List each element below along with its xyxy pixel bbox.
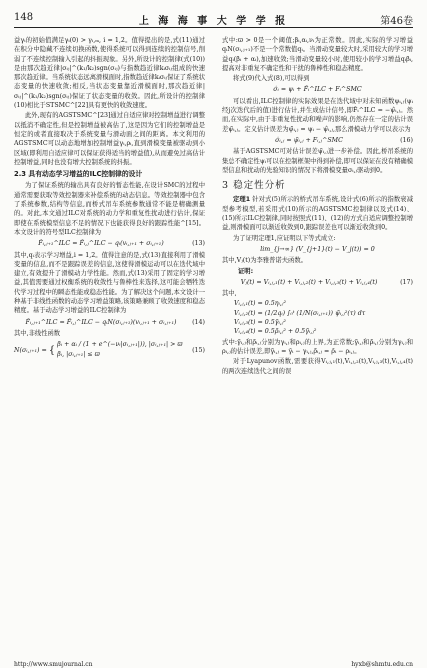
equation-number: (17) [400, 278, 413, 286]
journal-email: hyxb@shmtu.edu.cn [351, 661, 413, 668]
equation [222, 85, 413, 94]
equation-number: (14) [192, 318, 205, 326]
paragraph: 为了证明定理1,应证明以下等式成立: [233, 234, 336, 242]
proof-label: 证明: [238, 267, 254, 275]
paragraph: 将式(9)代入式(8),可以得到 [233, 75, 310, 83]
section-heading: 2.3 具有动态学习增益的ILC控制律的设计 [14, 170, 143, 179]
theorem-text: 针对式(5)所示的桥式吊车系统,设计式(6)所示的指数衰减型参考模型,若采用式(10)所示的AGSTSMC控制律以及式(14)、(15)所示ILC控制律,同时按照式(11)、(12)的方式自适应调整控制增益,则滑模面可以渐近收敛到0,跟踪误差也可以渐近收敛到0。 [222, 196, 413, 232]
right-column [222, 36, 413, 377]
paragraph: 其中,非线性函数 [14, 329, 61, 337]
equation-body: Vⱼ(t) = Vᵢ,ⱼ,₁(t) + Vᵢ,ⱼ,₂(t) + Vᵢ,ⱼ,₃(t) + Vᵢ,ⱼ,₄(t) [240, 278, 378, 286]
volume-label: 第46卷 [380, 16, 413, 27]
equation-body: σ̇ᵢ = ψᵢ + F̂ᵢ^ILC + Fᵢ^SMC [273, 86, 362, 94]
equation-case: βᵢ + αᵢ / (1 + e^(−νᵢ|σᵢ,ⱼ₊₁|)), |σᵢ,ⱼ₊₁| > ϖ [57, 341, 183, 349]
equation [14, 318, 205, 327]
page-header [14, 12, 413, 26]
header-rule [14, 27, 413, 28]
equation-body: F̂ᵢ,ⱼ₊₁^ILC = F̂ᵢ,ⱼ^ILC − qᵢN(σᵢ,ⱼ₊₁)(vᵢ,ⱼ₊₁ + σᵢ,ⱼ₊₁) [25, 318, 177, 326]
paragraph: 式中:γ̃ᵢ,ⱼ和ρ̃ᵢ,ⱼ分别为γᵢ,ⱼ和ρᵢ,ⱼ的上界,为正常数;γ̃ᵢ,ⱼ和ρ̃ᵢ,ⱼ分别为γᵢ,ⱼ和ρᵢ,ⱼ的估计误差,即γ̃ᵢ,ⱼ = γ̄ᵢ − γᵢ,ⱼ,ρ̃ᵢ,ⱼ = ρ̄ᵢ − ρᵢ,ⱼ。 [222, 338, 413, 355]
equation-line: Vᵢ,ⱼ,₁(t) = 0.5ηᵢ,ⱼ² [234, 300, 286, 308]
equation-line: Vᵢ,ⱼ,₂(t) = (1/2qᵢ) ∫₀ᵗ (1/N(σᵢ,ⱼ₊₁)) ψ̃ᵢ,ⱼ²(τ) dτ [234, 309, 366, 317]
page-number: 148 [14, 12, 34, 23]
theorem-label: 定理1 [233, 196, 251, 204]
paragraph: 基于AGSTSMC可对估计误差ψ̃ᵢ,ⱼ进一步补偿。因此,桥吊系统的集总不确定性ψᵢ可以在控制框架中得到补偿,即可以保证在没有精确模型信息和扰动的先验知识的情况下将滑模变量σᵢ,ⱼ驱动到0。 [222, 148, 413, 174]
paragraph: 其中, [222, 290, 237, 298]
equation [222, 136, 413, 145]
equation-lhs: N(σᵢ,ⱼ₊₁) = [14, 346, 47, 354]
equation-body: σ̇ᵢ,ⱼ = ψ̃ᵢ,ⱼ + Fᵢ,ⱼ^SMC [275, 136, 343, 144]
equation [14, 340, 205, 360]
paragraph: 对于Lyapunov函数,需要获得Vᵢ,ⱼ,₁(t),Vᵢ,ⱼ,₂(t),Vᵢ,ⱼ,₃(t),Vᵢ,ⱼ,₄(t)的两次连续迭代之间的误 [222, 358, 413, 375]
theorem [222, 195, 413, 232]
journal-title: 上 海 海 事 大 学 学 报 [138, 16, 289, 27]
paragraph: 益γᵢ的初始值满足γᵢ(0) > γᵢ,ₘ, i = 1,2。值得提出的是,式(11)通过在积分中隐藏不连续切换函数,使得系统可以得到连续的控制信号,削弱了不连续控制输入引起的抖振现象。另外,所设计的控制律(式(10))是由那次趋近律|σᵢⱼ|^(k₁/k₂)sgn(σᵢⱼ)与指数趋近律kᵢσᵢⱼ组成的快速那次趋近律。当系统状态远离滑模面时,指数趋近律kᵢσᵢⱼ保证了系统状态变量的快速收敛;相反,当状态变量靠近滑模面时,那次趋近律|σᵢⱼ|^(k₁/k₂)sgn(σᵢⱼ)保证了状态变量的收敛。因此,所设计的控制律(10)相比于STSMC^[22]具有更快的收敛速度。 [14, 37, 205, 110]
journal-url: http://www.smujournal.cn [14, 661, 93, 668]
paragraph: 此外,现有的AGSTSMC^[23]通过自适应律对控制增益进行调整以抵消不确定性,但是控制增益被高估了,这是因为它们的控制增益是恒定的或者直接取决于系统变量与滑动面之间的距离。本文利用的AGSTSMC可以动态地增加控制增益γᵢ,ρᵢ,直到滑模变量被驱动到小区域(即利用自适应律可以保证获得适当的增益值),从而避免过高估计控制增益,同时也没有增大控制系统的抖振。 [14, 112, 205, 166]
equation-number: (13) [192, 240, 205, 248]
equation-number: (16) [400, 136, 413, 144]
equation [222, 245, 413, 254]
equation-cases [57, 340, 188, 360]
equation [14, 239, 205, 248]
brace-symbol: { [48, 344, 56, 356]
equation-body: F̂ᵢ,ⱼ₊₁^ILC = F̂ᵢ,ⱼ^ILC − qᵢ(vᵢ,ⱼ₊₁ + σᵢ,ⱼ₊₁) [38, 240, 164, 248]
equation-case: βᵢ, |σᵢ,ⱼ₊₁| ≤ ϖ [57, 351, 100, 359]
equation [222, 278, 413, 287]
equation-line: Vᵢ,ⱼ,₃(t) = 0.5γ̃ᵢ,ⱼ² [234, 319, 286, 327]
equation-line: Vᵢ,ⱼ,₄(t) = 0.5ρ̃ᵢ,ⱼ² + 0.5γ̃ᵢ,ⱼ² [234, 328, 317, 336]
equation-body: lim_{j→∞} (V_{j+1}(t) − V_j(t)) = 0 [260, 245, 375, 253]
left-column [14, 36, 205, 362]
paragraph: 为了保证系统的输出具有良好的暂态性能,在设计SMC的过程中通常需要获取等效控制器来补偿系统的动态信息。等效控制器中包含了系统参数,结构等信息,而桥式吊车系统参数通常不能是精确测量的。对此,本文通过ILC对系统的动力学和重复性扰动进行估计,保证即使在系统模型信息不足的情况下也能获得良好的跟踪性能^[15]。本文设计的符号型ILC控制律为 [14, 182, 205, 236]
equation-block [234, 299, 413, 336]
paragraph: 其中,qᵢ表示学习增益,i = 1,2。值得注意的是,式(13)直接利用了滑模变量的信息,而不是跟踪误差的信息,这使得滑模运动可以在迭代域中建立,有效提升了滑模动力学性能。然而,式(13)采用了固定的学习增益,其值需要通过权衡系统的收敛性与鲁棒性来选择,这可能会牺牲迭代学习过程中的瞬态性能或稳态性能。为了解决这个问题,本文设计一种基于非线性函数的动态学习增益策略,该策略兼顾了收敛速度和稳态精度。基于动态学习增益的ILC控制律为 [14, 251, 205, 315]
equation-number: (15) [192, 346, 205, 354]
section-heading: 3 稳定性分析 [222, 180, 286, 192]
paragraph: 其中,Vⱼ(t)为李雅普诺夫函数。 [222, 257, 307, 265]
paragraph: 可以看出,ILC控制律的实际效果是在迭代域中对未知函数ψᵢ,ⱼ(ψᵢ经j次迭代后的值)进行估计,并生成估计信号,即F̂ᵢ^ILC = −ψ̂ᵢ,ⱼ。然而,在实际中,由于非重复性扰动和噪声的影响,仍然存在一定的估计误差ψ̃ᵢ,ⱼ。定义估计误差为ψ̃ᵢ,ⱼ = ψᵢ − ψ̂ᵢ,ⱼ,那么滑模动力学可以表示为 [222, 97, 413, 133]
paragraph: 式中:ϖ > 0是一个阈值;βᵢ,αᵢ,νᵢ为正常数。因此,实际的学习增益qᵢN(σᵢ,ⱼ₊₁)不是一个常数值qᵢ。当滑动变量较大时,采用较大的学习增益qᵢ(βᵢ + αᵢ),加速收敛;当滑动变量较小时,使用较小的学习增益qᵢβᵢ,提高对非重复不确定性和干扰的鲁棒性和稳态精度。 [222, 37, 413, 72]
